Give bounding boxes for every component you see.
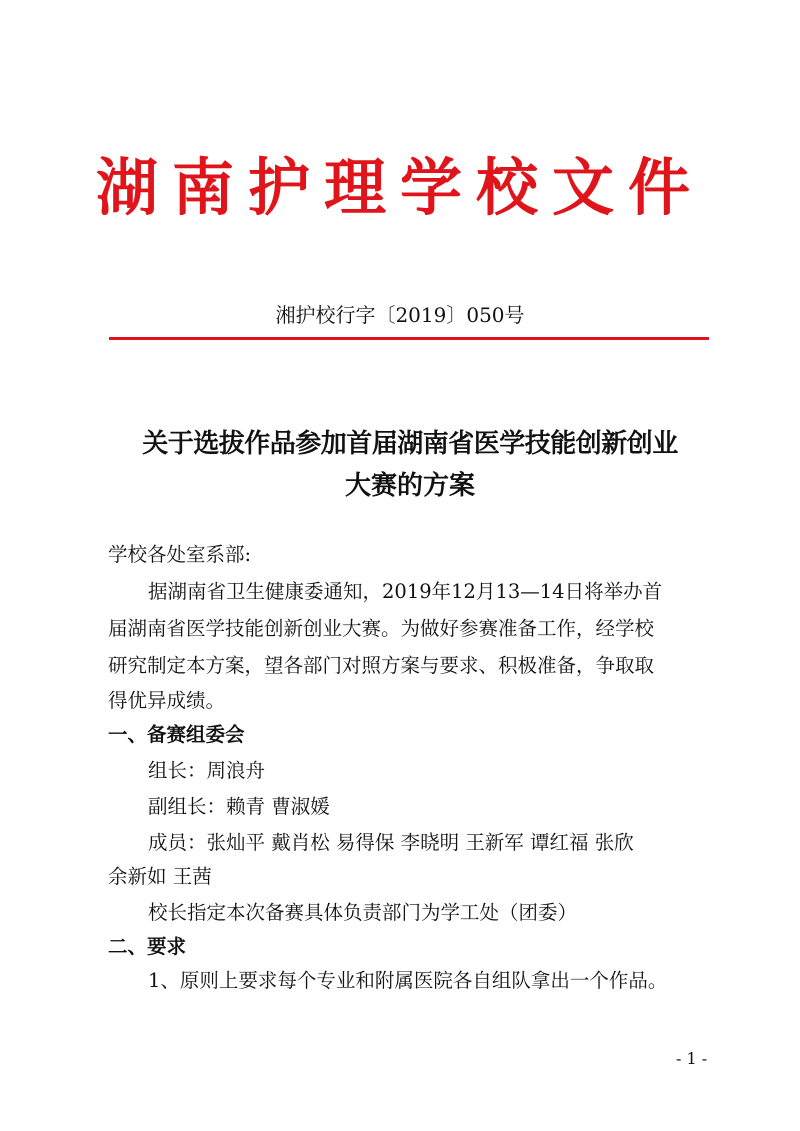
intro-line-1: 据湖南省卫生健康委通知，2019年12月13—14日将举办首 xyxy=(148,580,663,603)
intro-line-4: 得优异成绩。 xyxy=(108,689,226,712)
section-2-heading: 二、要求 xyxy=(108,935,187,958)
requirement-item-1: 1、原则上要求每个专业和附属医院各自组队拿出一个作品。 xyxy=(148,969,668,992)
salutation: 学校各处室系部: xyxy=(108,543,252,566)
committee-members-line-1: 成员：张灿平 戴肖松 易得保 李晓明 王新军 谭红福 张欣 xyxy=(148,831,634,854)
document-title-line-1: 关于选拔作品参加首届湖南省医学技能创新创业 xyxy=(142,429,678,459)
intro-line-3: 研究制定本方案，望各部门对照方案与要求、积极准备，争取取 xyxy=(108,654,655,677)
committee-members-line-2: 余新如 王茜 xyxy=(108,865,212,888)
document-number: 湘护校行字〔2019〕050号 xyxy=(275,303,525,327)
red-divider-line xyxy=(109,337,709,340)
page-number: - 1 - xyxy=(676,1049,708,1068)
section-1-heading: 一、备赛组委会 xyxy=(108,723,245,746)
committee-leader: 组长：周浪舟 xyxy=(148,759,266,782)
responsible-department-note: 校长指定本次备赛具体负责部门为学工处（团委） xyxy=(148,901,578,924)
document-title-line-2: 大赛的方案 xyxy=(344,471,475,501)
intro-line-2: 届湖南省医学技能创新创业大赛。为做好参赛准备工作，经学校 xyxy=(108,617,655,640)
masthead-title: 湖南护理学校文件 xyxy=(95,151,704,224)
committee-deputy: 副组长：赖青 曹淑媛 xyxy=(148,795,330,818)
